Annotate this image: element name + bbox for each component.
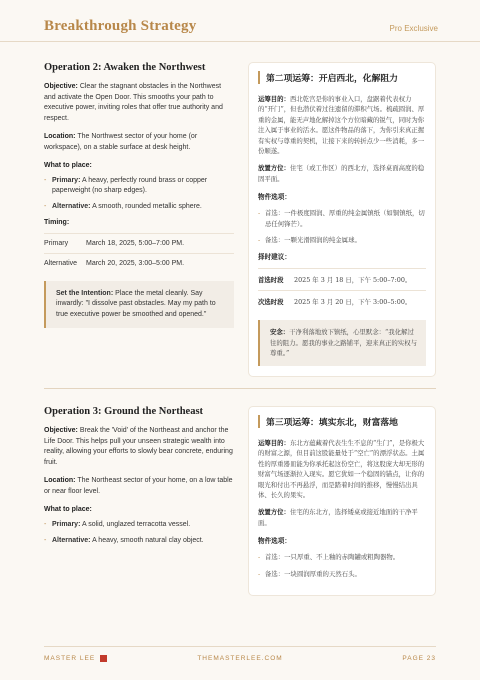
op2-objective-label: Objective: <box>44 83 78 90</box>
op2-cn-location <box>258 163 426 184</box>
cn-label: 运筹目的： <box>258 95 290 103</box>
op3-objective <box>44 426 234 468</box>
op3-cn-title: 第三项运筹：填实东北，财富落地 <box>258 415 426 428</box>
footer-url[interactable]: THEMASTERLEE.COM <box>197 655 283 662</box>
cn-text: 西北乾宫是你的事业入口，盘踞着代表权力的“开门”，但也潜伏着过往遗留的滞积气场。梳疏圆润、厚重的金属，能无声地化解掉这个方位暗藏的锐气，同时为你注入属于事业的活水。愿这件物品的落下，为你引来真正握有实权与尊重的契机，让接下来的转折点少一些消耗，多一份顺遂。 <box>258 95 425 156</box>
table-row <box>258 291 426 313</box>
item-text: A heavy, smooth natural clay object. <box>92 536 204 544</box>
table-row <box>258 269 426 291</box>
op3-objective-label: Objective: <box>44 427 78 434</box>
op3-chinese-card <box>248 406 436 596</box>
timing-value: 2025 年 3 月 18 日，下午 5:00–7:00。 <box>294 269 426 291</box>
list-item: - 备选：一块圆润厚重的天然石头。 <box>258 569 426 579</box>
op2-objective-text: Clear the stagnant obstacles in the Northwest and activate the Open Door. This smooths your path to executive power, inviting roles that offer true authority and respect. <box>44 83 223 122</box>
op2-what-heading: What to place: <box>44 161 92 169</box>
table-row <box>44 253 234 273</box>
list-item: - 首选：一只厚重、不上釉的赤陶罐或粗陶器物。 <box>258 552 426 562</box>
item-text: A smooth, rounded metallic sphere. <box>92 203 202 211</box>
page-footer <box>44 646 436 672</box>
cn-label: 运筹目的： <box>258 439 290 447</box>
op3-location-label: Location: <box>44 477 76 485</box>
item-text: A heavy, perfectly round brass or copper paperweight (no sharp edges). <box>52 176 208 194</box>
cn-text: 干净利落地放下镇纸，心里默念：“我化解过往的阻力。愿我的事业之路铺平，迎来真正的实权与尊重。” <box>270 328 417 358</box>
op2-cn-timing-heading: 择时建议： <box>258 253 291 262</box>
op2-cn-timing-table <box>258 268 426 312</box>
op3-cn-what-heading: 物件选项： <box>258 537 291 546</box>
item-label: Alternative: <box>52 203 91 211</box>
timing-label: Primary <box>44 233 86 253</box>
op2-cn-title: 第二项运筹：开启西北，化解阻力 <box>258 71 426 84</box>
item-label: Primary: <box>52 520 81 528</box>
op2-title: Operation 2: Awaken the Northwest <box>44 62 206 73</box>
op3-location <box>44 476 234 497</box>
op2-cn-what-heading: 物件选项： <box>258 193 291 202</box>
page-title: Breakthrough Strategy <box>44 18 197 34</box>
op3-location-text: The Northeast sector of your home, on a low table or near floor level. <box>44 477 233 495</box>
section-divider <box>44 388 436 389</box>
pro-exclusive-tag: Pro Exclusive <box>389 24 438 33</box>
item-text: A solid, unglazed terracotta vessel. <box>81 520 191 528</box>
timing-value: 2025 年 3 月 20 日，下午 3:00–5:00。 <box>294 291 426 313</box>
list-item <box>44 520 234 530</box>
item-label: Alternative: <box>52 536 91 544</box>
cn-label: 放置方位： <box>258 508 290 517</box>
timing-value: March 20, 2025, 3:00–5:00 PM. <box>86 253 234 273</box>
cn-label: 安念： <box>270 328 290 337</box>
op2-timing-heading: Timing: <box>44 218 70 226</box>
op3-items-list <box>44 520 234 547</box>
timing-label: 首选时段 <box>258 269 294 291</box>
table-row <box>44 233 234 253</box>
op2-location-label: Location: <box>44 133 76 141</box>
brand-name: MASTER LEE <box>44 655 96 663</box>
op3-cn-items-list <box>258 552 426 579</box>
page-header <box>0 0 480 42</box>
list-item <box>44 176 234 197</box>
op2-cn-intention-note <box>258 320 426 365</box>
op2-location-text: The Northwest sector of your home (or workspace), on a stable surface at desk height. <box>44 133 198 151</box>
op3-title: Operation 3: Ground the Northeast <box>44 406 204 417</box>
op3-what-heading: What to place: <box>44 505 92 513</box>
op2-cn-items-list <box>258 208 426 245</box>
op2-objective <box>44 82 234 124</box>
op2-timing-table <box>44 233 234 273</box>
timing-label: 次选时段 <box>258 291 294 313</box>
list-item <box>44 536 234 546</box>
op2-cn-objective <box>258 94 426 156</box>
op3-cn-objective <box>258 438 426 500</box>
intention-label: Set the Intention: <box>56 289 114 297</box>
cn-label: 放置方位： <box>258 164 290 173</box>
page-number: PAGE 23 <box>402 655 436 662</box>
intention-text: Place the metal cleanly. Say inwardly: "I dissolve past obstacles. May my path to true executive power be smoothed and opened." <box>56 289 216 318</box>
op2-location <box>44 132 234 153</box>
item-label: Primary: <box>52 176 81 184</box>
op3-english-column <box>44 406 234 552</box>
timing-value: March 18, 2025, 5:00–7:00 PM. <box>86 233 234 253</box>
cn-text: 住宅（或工作区）的西北方，选择桌面高度的稳固平面。 <box>258 164 425 183</box>
op2-items-list <box>44 176 234 213</box>
timing-label: Alternative <box>44 253 86 273</box>
cn-text: 住宅的东北方，选择矮桌或接近地面的干净平面。 <box>258 508 418 527</box>
op3-objective-text: Break the 'Void' of the Northeast and anchor the Life Door. This helps pull your unseen strategic wealth into reality, allowing your efforts to slowly bear concrete, enduring fruit. <box>44 427 233 466</box>
op2-english-column <box>44 62 234 328</box>
op3-cn-location <box>258 507 426 528</box>
list-item <box>44 202 234 212</box>
op2-intention-note <box>44 281 234 328</box>
op2-chinese-card <box>248 62 436 377</box>
list-item: - 首选：一件极度圆润、厚重的纯金属镇纸（如铜镇纸，切忌任何锋芒）。 <box>258 208 426 229</box>
list-item: - 备选：一颗光滑圆润的纯金属球。 <box>258 235 426 245</box>
cn-text: 东北方蕴藏着代表生生不息的“生门”，是你极大的财富之源，但目前这股能量处于“空亡”的漂浮状态。土属性的厚重器皿能为你承托起这份空亡，将这股庞大却无形的财富气场逐渐拉入现实。愿它犹如一个稳固的锚点，让你的眼光和付出不再悬浮，而是踏着时间的推移，慢慢结出具体、长久的果实。 <box>258 439 425 500</box>
